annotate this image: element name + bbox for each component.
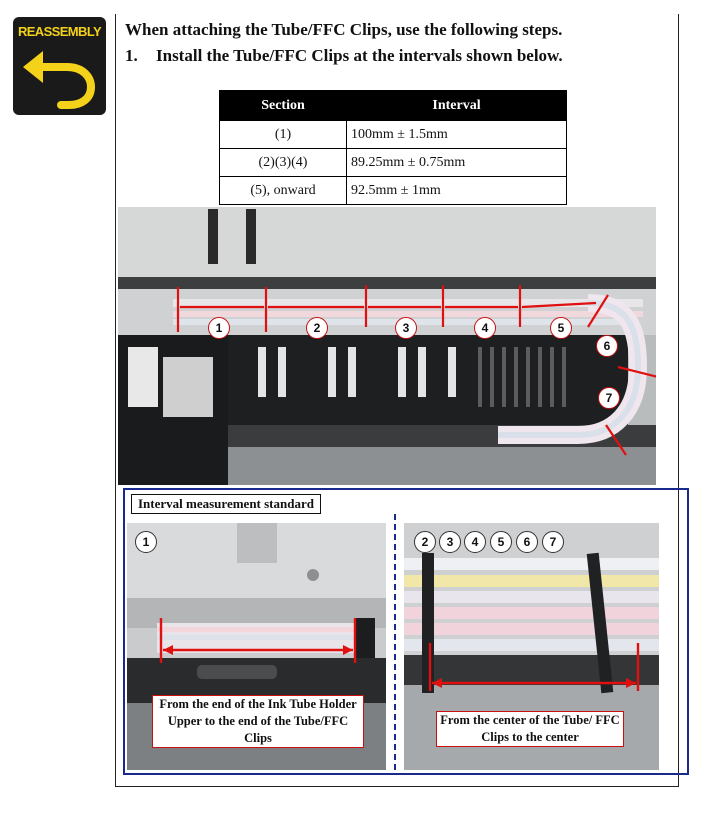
callout-6: 6: [596, 335, 618, 357]
return-arrow-icon: [21, 45, 99, 111]
callout-5: 5: [490, 531, 512, 553]
callout-4: 4: [464, 531, 486, 553]
reassembly-badge: [13, 17, 106, 115]
panel-divider: [394, 514, 396, 770]
cell-interval: 89.25mm ± 0.75mm: [347, 149, 567, 177]
callout-1: 1: [208, 317, 230, 339]
step-1: [125, 46, 563, 66]
callout-2: 2: [414, 531, 436, 553]
right-note: From the center of the Tube/ FFC Clips to the center: [436, 711, 624, 747]
header-interval: Interval: [347, 91, 567, 121]
callout-6: 6: [516, 531, 538, 553]
callout-7: 7: [542, 531, 564, 553]
printer-photo-illustration: [118, 207, 656, 485]
badge-label: REASSEMBLY: [17, 24, 102, 39]
callout-7: 7: [598, 387, 620, 409]
table-row: [220, 121, 567, 149]
header-section: Section: [220, 91, 347, 121]
printer-photo: [118, 207, 656, 485]
table-header-row: [220, 91, 567, 121]
callout-3: 3: [439, 531, 461, 553]
cell-interval: 92.5mm ± 1mm: [347, 177, 567, 205]
callout-3: 3: [395, 317, 417, 339]
cell-section: (5), onward: [220, 177, 347, 205]
table-row: [220, 177, 567, 205]
right-detail-photo: [404, 523, 659, 770]
cell-section: (2)(3)(4): [220, 149, 347, 177]
page-title: When attaching the Tube/FFC Clips, use the following steps.: [125, 20, 563, 39]
left-detail-photo: [127, 523, 386, 770]
interval-table: [219, 90, 567, 205]
measurement-title: Interval measurement standard: [131, 494, 321, 514]
cell-section: (1): [220, 121, 347, 149]
callout-1: 1: [135, 531, 157, 553]
cell-interval: 100mm ± 1.5mm: [347, 121, 567, 149]
step-text: Install the Tube/FFC Clips at the intervals shown below.: [156, 46, 563, 65]
table-row: [220, 149, 567, 177]
callout-4: 4: [474, 317, 496, 339]
step-number: 1.: [125, 46, 138, 65]
callout-2: 2: [306, 317, 328, 339]
callout-5: 5: [550, 317, 572, 339]
left-note: From the end of the Ink Tube Holder Upper to the end of the Tube/FFC Clips: [152, 695, 364, 748]
